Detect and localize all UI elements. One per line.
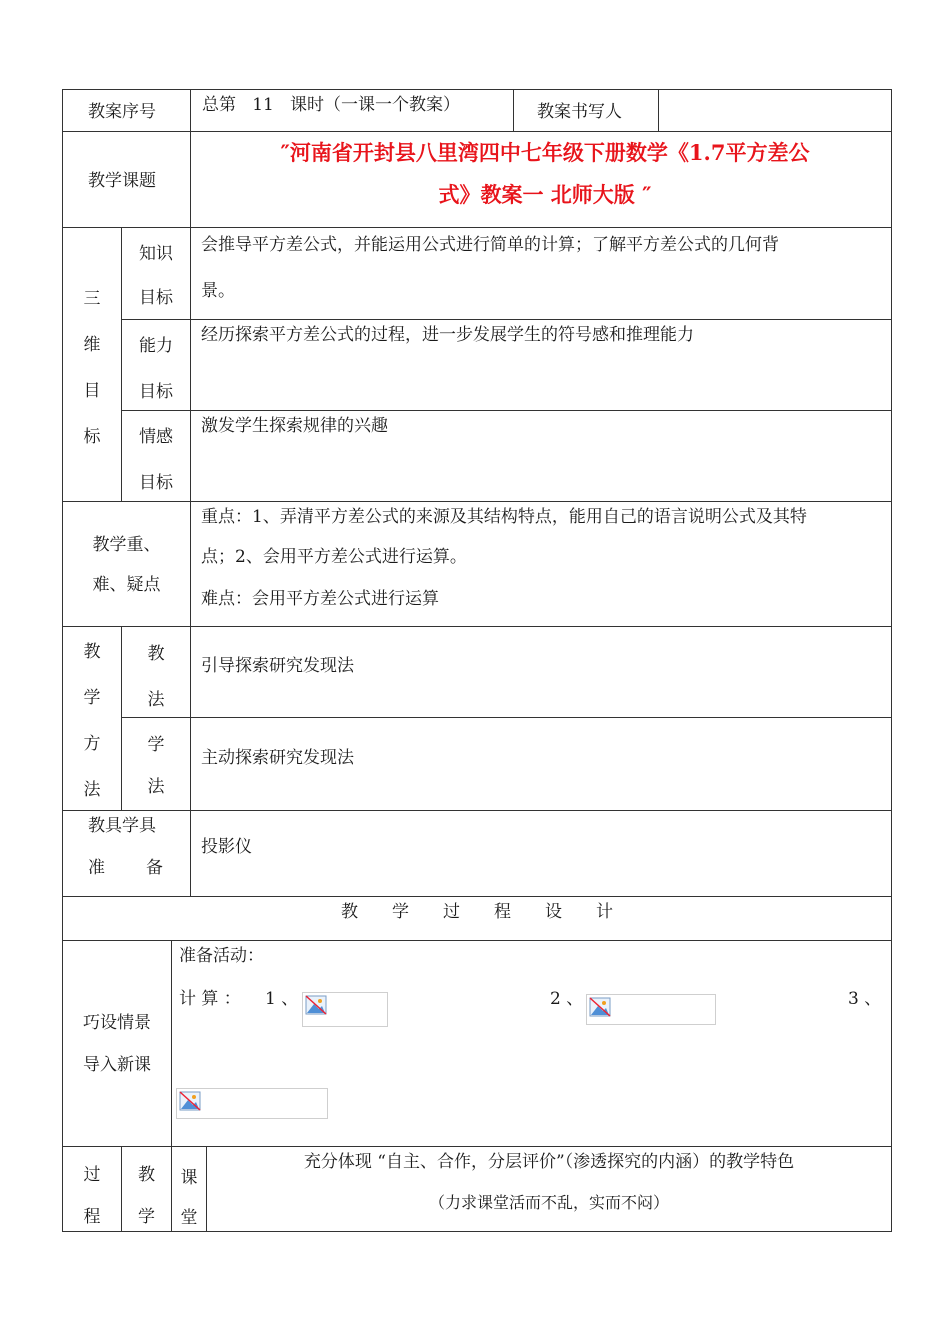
process-c3-label (171, 1158, 207, 1238)
learn-method-char-2: 法 (147, 777, 165, 797)
method-group-label (62, 629, 122, 813)
serial-label: 教案序号 (88, 102, 156, 122)
goals-group-label (62, 276, 122, 460)
calc-number-1: 1 、 (265, 989, 299, 1009)
intro-label-1: 巧设情景 (83, 1013, 151, 1033)
learn-method-char-1: 学 (147, 735, 165, 755)
knowledge-label-2: 目标 (139, 288, 173, 308)
lesson-title-line-2: 式》教案一 北师大版 ″ (438, 182, 652, 207)
process-c2-char-2: 学 (138, 1207, 155, 1227)
emotion-text: 激发学生探索规律的兴趣 (201, 416, 388, 436)
teach-method-char-1: 教 (147, 644, 165, 664)
goals-char-3: 目 (83, 381, 101, 401)
tools-label-1: 教具学具 (88, 816, 156, 836)
tools-text: 投影仪 (201, 837, 252, 857)
method-char-4: 法 (83, 780, 101, 800)
lesson-title-line-1: ″河南省开封县八里湾四中七年级下册数学《1.7平方差公 (280, 140, 810, 165)
tools-text-cell (190, 810, 892, 897)
formula-image-3 (176, 1088, 328, 1119)
calc-number-3: 3 、 (848, 989, 882, 1009)
process-header: 教 学 过 程 设 计 (341, 902, 613, 922)
process-line-1: 充分体现 “自主、合作，分层评价”（渗透探究的内涵）的教学特色 (303, 1152, 795, 1172)
emotion-label (121, 414, 191, 506)
writer-label: 教案书写人 (537, 102, 622, 122)
method-char-2: 学 (83, 688, 101, 708)
learn-method-text: 主动探索研究发现法 (201, 748, 354, 768)
calc-number-2: 2 、 (550, 989, 584, 1009)
method-char-3: 方 (83, 734, 101, 754)
teach-method-text: 引导探索研究发现法 (201, 656, 354, 676)
process-c1-char-1: 过 (83, 1165, 101, 1185)
keypoints-label-2: 难、疑点 (92, 575, 161, 595)
goals-char-4: 标 (83, 427, 101, 447)
process-line-2: （力求课堂活而不乱，实而不闷） (428, 1193, 669, 1212)
period-text: 总第 11 课时（一课一个教案） (202, 95, 461, 115)
broken-image-icon (305, 995, 327, 1015)
broken-image-icon (589, 997, 611, 1017)
formula-image-2 (586, 994, 716, 1025)
emotion-label-2: 目标 (139, 473, 173, 493)
tools-label-2b: 备 (146, 858, 163, 878)
knowledge-label-1: 知识 (139, 244, 173, 264)
calc-label: 计 算 ： (179, 989, 241, 1009)
writer-value-cell (658, 89, 892, 132)
knowledge-label (121, 232, 191, 320)
process-c3-char-2: 堂 (180, 1208, 198, 1228)
keypoints-line-2: 点；2、会用平方差公式进行运算。 (201, 547, 467, 567)
process-c2-char-1: 教 (138, 1165, 155, 1185)
broken-image-icon (179, 1091, 201, 1111)
process-c3-char-1: 课 (180, 1168, 198, 1188)
formula-image-1 (302, 992, 388, 1027)
teach-method-label (121, 631, 191, 723)
ability-label-1: 能力 (139, 336, 173, 356)
process-c1-label (62, 1154, 122, 1238)
tools-label-2a: 准 (88, 858, 105, 878)
knowledge-text-1: 会推导平方差公式，并能运用公式进行简单的计算；了解平方差公式的几何背 (201, 235, 779, 255)
keypoints-label (62, 525, 191, 605)
intro-label (62, 1002, 172, 1086)
keypoints-line-1: 重点：1、弄清平方差公式的来源及其结构特点，能用自己的语言说明公式及其特 (201, 507, 807, 527)
ability-label (121, 323, 191, 415)
prep-activity: 准备活动： (179, 946, 264, 966)
teach-method-char-2: 法 (147, 690, 165, 710)
keypoints-line-3: 难点：会用平方差公式进行运算 (201, 589, 439, 609)
ability-text: 经历探索平方差公式的过程，进一步发展学生的符号感和推理能力 (201, 325, 694, 345)
emotion-label-1: 情感 (139, 427, 173, 447)
knowledge-text-2: 景。 (201, 281, 235, 301)
method-char-1: 教 (83, 642, 101, 662)
keypoints-label-1: 教学重、 (92, 535, 161, 555)
learn-method-label (121, 724, 191, 808)
process-c1-char-2: 程 (83, 1207, 101, 1227)
process-c2-label (121, 1154, 172, 1238)
goals-char-1: 三 (83, 289, 101, 309)
title-label: 教学课题 (88, 171, 156, 191)
ability-label-2: 目标 (139, 382, 173, 402)
intro-label-2: 导入新课 (83, 1055, 151, 1075)
goals-char-2: 维 (83, 335, 101, 355)
